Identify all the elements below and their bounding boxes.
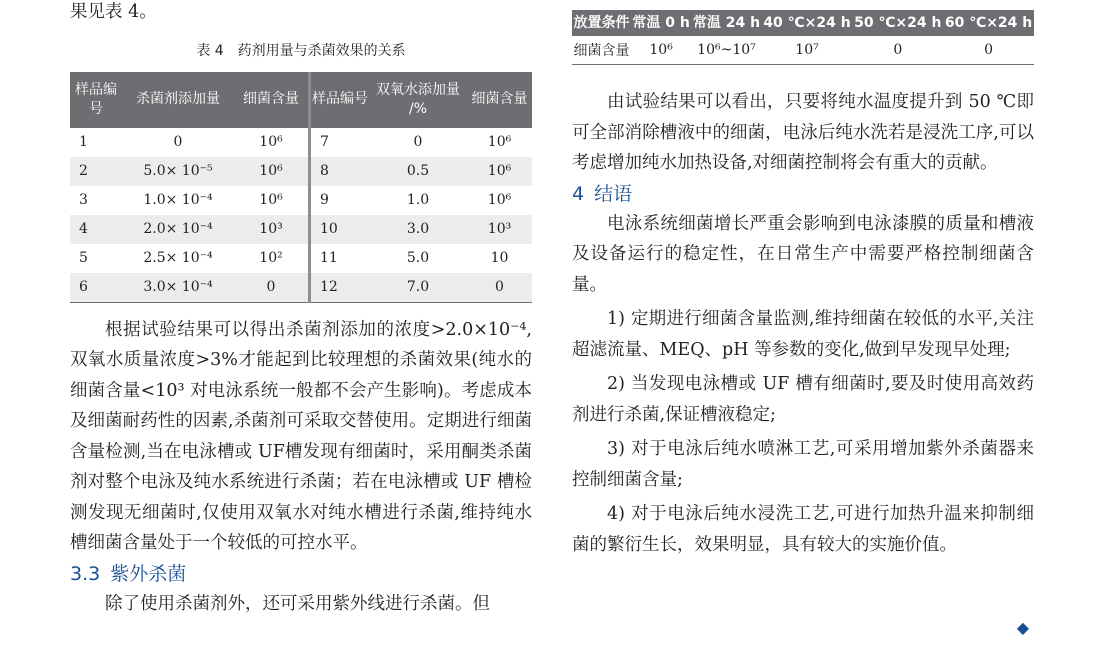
cell: 10² (234, 244, 310, 273)
table-row (70, 215, 532, 244)
section-title: 结语 (594, 182, 633, 205)
cell: 1.0 (406, 192, 430, 208)
cell: 0 (413, 134, 423, 150)
t4-h-sample-no: 样品编号 (70, 72, 122, 128)
cell: 10 (490, 250, 509, 266)
table5-header-row (572, 10, 1034, 36)
cell: 2.0× 10⁻⁴ (122, 215, 234, 244)
cell: 10³ (467, 215, 532, 244)
table-row (70, 128, 532, 157)
right-column (572, 0, 1034, 560)
list-item: 3) 对于电泳后纯水喷淋工艺,可采用增加紫外杀菌器来控制细菌含量; (572, 439, 1034, 490)
list-item: 1) 定期进行细菌含量监测,维持细菌在较低的水平,关注超滤流量、MEQ、pH 等参数的变化,做到早发现早处理; (572, 309, 1034, 360)
cell: 10³ (234, 215, 310, 244)
cell: 10⁷ (795, 42, 819, 58)
cell: 10⁶~10⁷ (697, 42, 756, 58)
section-number: 3.3 (70, 562, 101, 585)
end-diamond-icon: ◆ (1016, 618, 1029, 637)
cell: 0 (467, 273, 532, 303)
table-row (70, 273, 532, 303)
section-heading-4 (572, 179, 1034, 209)
t4-h-bacteria: 细菌含量 (234, 72, 310, 128)
cell: 5.0 (406, 250, 430, 266)
left-column (70, 0, 532, 619)
t5-h-rt24: 常温 24 h (691, 10, 761, 36)
t5-h-60c: 60 ℃×24 h (943, 10, 1034, 36)
cell: 11 (320, 250, 338, 266)
t4-h-h2o2: 双氧水添加量 /% (369, 72, 467, 128)
top-fragment: 果见表 4。 (70, 2, 157, 22)
cell: 1 (79, 134, 88, 150)
cell: 7 (320, 134, 329, 150)
table4-header-row (70, 72, 532, 128)
right-paragraph-2: 电泳系统细菌增长严重会影响到电泳漆膜的质量和槽液及设备运行的稳定性，在日常生产中需要严格控制细菌含量。 (572, 213, 1034, 295)
section-number: 4 (572, 182, 585, 205)
right-paragraph-1: 由试验结果可以看出，只要将纯水温度提升到 50 ℃即可全部消除槽液中的细菌，电泳后纯水洗若是浸洗工序,可以考虑增加纯水加热设备,对细菌控制将会有重大的贡献。 (572, 92, 1034, 173)
cell: 10⁶ (234, 128, 310, 157)
cell: 10⁶ (487, 192, 512, 208)
cell: 0 (234, 273, 310, 303)
cell: 0.5 (369, 157, 467, 186)
list-item: 2) 当发现电泳槽或 UF 槽有细菌时,要及时使用高效药剂进行杀菌,保证槽液稳定; (572, 374, 1034, 425)
cell: 10 (310, 215, 370, 244)
t5-h-rt0: 常温 0 h (631, 10, 691, 36)
table4-caption: 表 4 药剂用量与杀菌效果的关系 (196, 42, 406, 59)
cell: 3 (79, 192, 88, 208)
t4-h-sample-no-2: 样品编号 (310, 72, 370, 128)
cell: 3.0× 10⁻⁴ (122, 273, 234, 303)
section-title: 紫外杀菌 (110, 562, 187, 585)
cell: 6 (70, 273, 122, 303)
cell: 10⁶ (649, 42, 673, 58)
t4-h-bacteria-2: 细菌含量 (467, 72, 532, 128)
t5-h-40c: 40 ℃×24 h (762, 10, 853, 36)
table-row (70, 244, 532, 273)
t5-h-50c: 50 ℃×24 h (852, 10, 943, 36)
table4 (70, 72, 532, 303)
table-row (572, 36, 1034, 65)
t4-h-bactericide: 杀菌剂添加量 (122, 72, 234, 128)
cell: 3.0 (369, 215, 467, 244)
cell: 10⁶ (234, 157, 310, 186)
cell: 10⁶ (234, 186, 310, 215)
cell: 5.0× 10⁻⁵ (122, 157, 234, 186)
cell: 2.5× 10⁻⁴ (143, 250, 213, 266)
table-row (70, 186, 532, 215)
cell: 0 (984, 42, 994, 58)
table-row (70, 157, 532, 186)
cell: 细菌含量 (573, 43, 630, 59)
t5-h-condition: 放置条件 (572, 10, 631, 36)
cell: 5 (79, 250, 88, 266)
cell: 4 (70, 215, 122, 244)
cell: 10⁶ (487, 134, 512, 150)
cell: 2 (70, 157, 122, 186)
cell: 9 (320, 192, 329, 208)
list-item: 4) 对于电泳后纯水浸洗工艺,可进行加热升温来抑制细菌的繁衍生长，效果明显，具有较大的实施价值。 (572, 504, 1034, 555)
section-heading-3-3 (70, 559, 532, 589)
cell: 7.0 (369, 273, 467, 303)
cell: 10⁶ (467, 157, 532, 186)
cell: 12 (310, 273, 370, 303)
cell: 1.0× 10⁻⁴ (143, 192, 213, 208)
left-paragraph-2: 除了使用杀菌剂外，还可采用紫外线进行杀菌。但 (105, 593, 490, 614)
table5 (572, 10, 1034, 65)
cell: 8 (310, 157, 370, 186)
cell: 0 (893, 42, 903, 58)
cell: 0 (173, 134, 183, 150)
left-paragraph-1: 根据试验结果可以得出杀菌剂添加的浓度>2.0×10⁻⁴,双氧水质量浓度>3%才能起到比较理想的杀菌效果(纯水的细菌含量<10³ 对电泳系统一般都不会产生影响)。考虑成本及细菌耐药性的因素,杀菌剂可采取交替使用。定期进行细菌含量检测,当在电泳槽或 UF槽发现有细菌时，采用酮类杀菌剂对整个电泳及纯水系统进行杀菌；若在电泳槽或 UF 槽检测发现无细菌时,仅使用双氧水对纯水槽进行杀菌,维持纯水槽细菌含量处于一个较低的可控水平。 (70, 319, 532, 553)
